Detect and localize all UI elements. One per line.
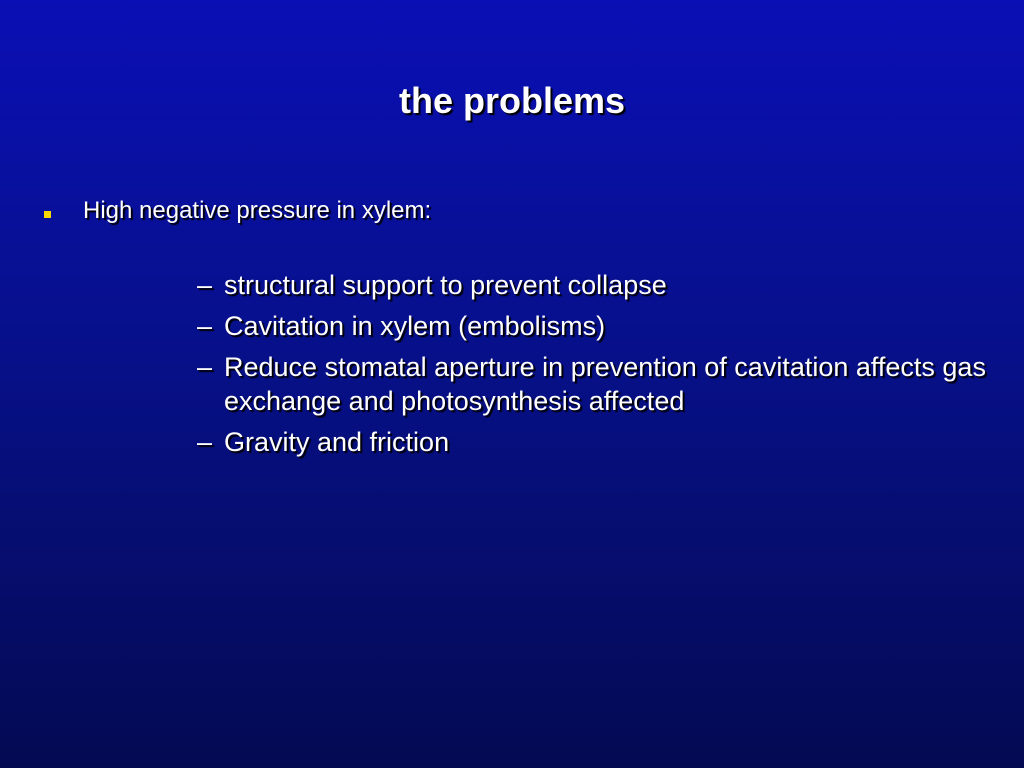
square-bullet-icon xyxy=(44,211,51,218)
dash-marker: – xyxy=(197,352,213,382)
slide-title: the problems xyxy=(398,80,626,121)
sub-bullet-item xyxy=(197,425,997,459)
sub-bullet-list xyxy=(197,268,997,466)
sub-bullet-item xyxy=(197,309,997,343)
dash-marker: – xyxy=(197,311,213,341)
sub-bullet-text: structural support to prevent collapse xyxy=(224,270,667,300)
sub-bullet-item xyxy=(197,350,997,418)
sub-bullet-text: Reduce stomatal aperture in prevention of cavitation affects gas exchange and photosynthesis affected xyxy=(224,352,986,416)
sub-bullet-item xyxy=(197,268,997,302)
sub-bullet-text: Gravity and friction xyxy=(224,427,450,457)
yellow-square-bullet-icon xyxy=(44,205,51,212)
dash-marker: – xyxy=(197,270,213,300)
sub-bullet-text: Cavitation in xylem (embolisms) xyxy=(224,311,606,341)
dash-marker: – xyxy=(197,427,213,457)
bullet-text: High negative pressure in xylem: xyxy=(83,197,432,224)
